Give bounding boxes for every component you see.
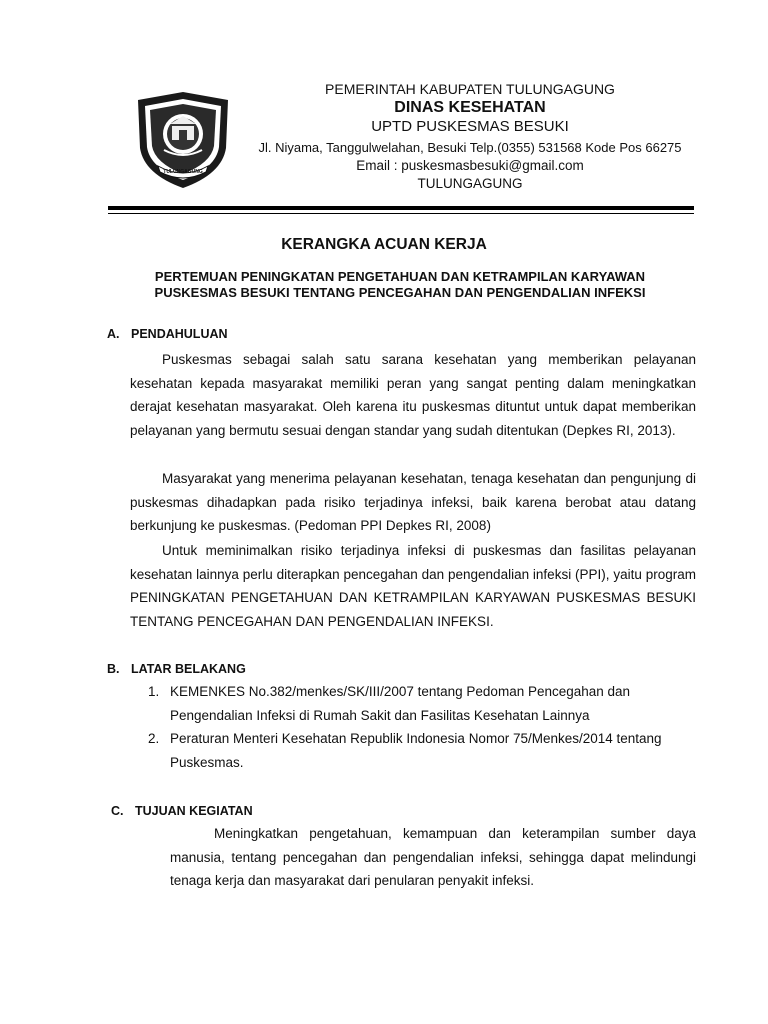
list-text: KEMENKES No.382/menkes/SK/III/2007 tentang Pedoman Pencegahan dan Pengendalian Infeksi di Rumah Sakit dan Fasilitas Kesehatan Lainnya	[170, 684, 631, 723]
regency-logo	[134, 90, 232, 190]
letterhead-government: PEMERINTAH KABUPATEN TULUNGAGUNG	[325, 81, 615, 97]
letterhead-department: DINAS KESEHATAN	[394, 99, 546, 116]
paragraph: Masyarakat yang menerima pelayanan kesehatan, tenaga kesehatan dan pengunjung di puskesmas dihadapkan pada risiko terjadinya infeksi, baik karena berobat atau datang berkunjung ke puskesmas. (Pedoman PPI Depkes RI, 2008)	[130, 471, 696, 533]
paragraph: Meningkatkan pengetahuan, kemampuan dan keterampilan sumber daya manusia, tentang pencegahan dan pengendalian infeksi, sehingga dapat melindungi tenaga kerja dan masyarakat dari penularan penyakit infeksi.	[170, 826, 696, 888]
subtitle-line-2: PUSKESMAS BESUKI TENTANG PENCEGAHAN DAN PENGENDALIAN INFEKSI	[154, 285, 646, 300]
letterhead-divider-thick	[108, 206, 694, 210]
paragraph: Untuk meminimalkan risiko terjadinya infeksi di puskesmas dan fasilitas pelayanan kesehatan lainnya perlu diterapkan pencegahan dan pengendalian infeksi (PPI), yaitu program PENINGKATAN PENGETAHUAN DAN KETRAMPILAN KARYAWAN PUSKESMAS BESUKI TENTANG PENCEGAHAN DAN PENGENDALIAN INFEKSI.	[130, 543, 696, 629]
document-title: KERANGKA ACUAN KERJA	[281, 236, 487, 253]
section-c-heading	[111, 804, 253, 818]
section-b-heading	[107, 662, 246, 676]
section-title: LATAR BELAKANG	[131, 662, 246, 676]
list-number: 1.	[148, 684, 160, 699]
section-letter: A.	[107, 327, 120, 341]
section-letter: B.	[107, 662, 120, 676]
letterhead-divider-thin	[108, 213, 694, 214]
subtitle-line-1: PERTEMUAN PENINGKATAN PENGETAHUAN DAN KETRAMPILAN KARYAWAN	[154, 269, 646, 284]
legal-basis-list	[148, 680, 708, 774]
document-subtitle	[100, 269, 700, 301]
section-title: PENDAHULUAN	[131, 327, 228, 341]
svg-text:TULUNGAGUNG: TULUNGAGUNG	[163, 169, 203, 175]
letterhead	[250, 80, 690, 193]
letterhead-city: TULUNGAGUNG	[417, 176, 523, 191]
list-text: Peraturan Menteri Kesehatan Republik Indonesia Nomor 75/Menkes/2014 tentang Puskesmas.	[170, 731, 662, 770]
list-item	[148, 727, 708, 774]
letterhead-address: Jl. Niyama, Tanggulwelahan, Besuki Telp.(0355) 531568 Kode Pos 66275	[258, 140, 682, 155]
letterhead-unit: UPTD PUSKESMAS BESUKI	[371, 118, 569, 135]
paragraph: Puskesmas sebagai salah satu sarana kesehatan yang memberikan pelayanan kesehatan kepada masyarakat memiliki peran yang sangat penting dalam meningkatkan derajat kesehatan masyarakat. Oleh karena itu puskesmas dituntut untuk dapat memberikan pelayanan yang bermutu sesuai dengan standar yang sudah ditentukan (Depkes RI, 2013).	[130, 352, 696, 438]
section-a-heading	[107, 327, 228, 341]
section-letter: C.	[111, 804, 124, 818]
letterhead-email: Email : puskesmasbesuki@gmail.com	[356, 158, 584, 173]
section-title: TUJUAN KEGIATAN	[135, 804, 253, 818]
list-number: 2.	[148, 731, 160, 746]
list-item	[148, 680, 708, 727]
